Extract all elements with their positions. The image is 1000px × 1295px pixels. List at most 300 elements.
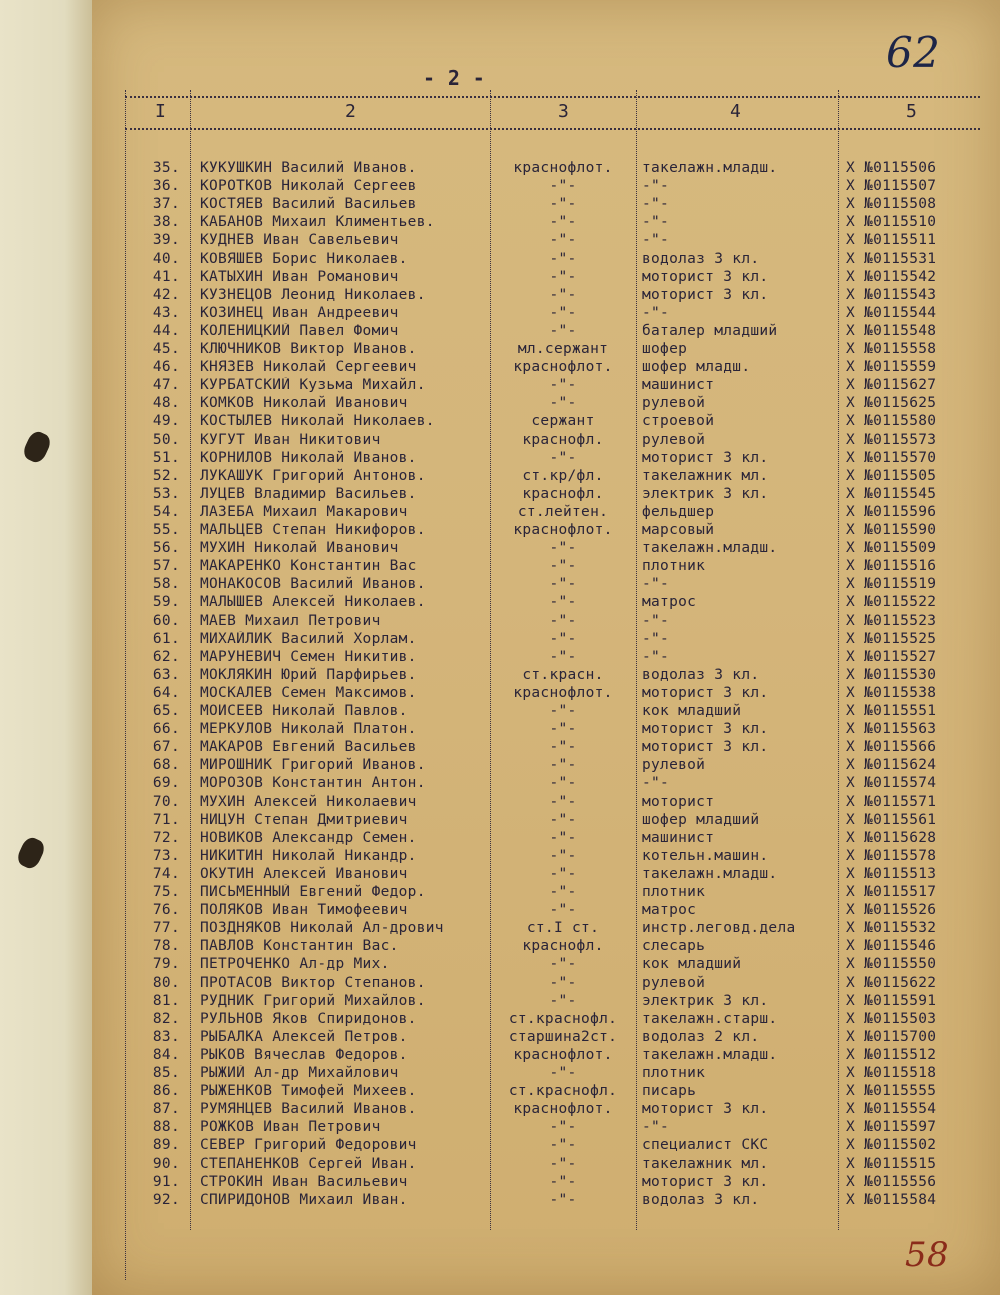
specialty: -"- [642,630,670,647]
row-number: 66. [152,721,180,738]
person-name: КЛЮЧНИКОВ Виктор Иванов. [200,341,417,357]
person-name: МАЕВ Михаил Петрович [200,612,381,629]
row-number: 78. [152,938,180,955]
military-rank: -"- [549,775,577,792]
table-row [0,160,1000,179]
person-name: РЫЖИЙ Ал-др Михайлович [200,1065,399,1081]
military-rank: -"- [549,540,577,557]
medal-number: X №0115580 [846,413,937,430]
row-number: 70. [152,793,180,810]
table-row [0,377,1000,396]
medal-number: X №0115627 [846,377,937,394]
medal-number: X №0115550 [846,956,937,973]
medal-number: X №0115522 [846,594,937,611]
row-number: 87. [152,1101,180,1118]
table-row [0,757,1000,776]
person-name: МОИСЕЕВ Николай Павлов. [200,703,408,719]
table-row [0,1065,1000,1084]
specialty: специалист СКС [642,1137,769,1154]
medal-number: X №0115628 [846,829,937,846]
medal-number: X №0115513 [846,865,937,882]
row-number: 73. [152,847,180,864]
row-number: 38. [152,214,180,231]
medal-number: X №0115531 [846,250,937,267]
person-name: ЛУЦЕВ Владимир Васильев. [200,485,417,502]
column-header-3: 3 [558,101,569,122]
specialty: кок младший [642,956,742,973]
military-rank: краснофлот. [513,160,613,176]
table-row [0,432,1000,451]
row-number: 37. [152,196,180,213]
medal-number: X №0115571 [846,793,937,810]
row-number: 51. [152,449,180,466]
specialty: фельдшер [642,503,715,520]
table-row [0,558,1000,577]
specialty: машинист [642,377,715,394]
specialty: котельн.машин. [642,847,769,864]
table-row [0,721,1000,740]
military-rank: краснофлот. [513,684,613,701]
person-name: МАЛЫШЕВ Алексей Николаев. [200,594,426,611]
row-number: 86. [152,1083,180,1100]
handwritten-folio-number: 62 [886,28,941,77]
military-rank: сержант [531,413,595,430]
person-name: МАЛЬЦЕВ Степан Никифоров. [200,522,426,538]
person-name: МАРУНЕВИЧ Семен Никитив. [200,648,417,665]
medal-number: X №0115530 [846,666,937,683]
person-name: НОВИКОВ Александр Семен. [200,829,417,846]
medal-number: X №0115545 [846,485,937,502]
military-rank: -"- [549,612,577,629]
header-bottom-line [125,128,980,130]
medal-number: X №0115519 [846,576,937,593]
person-name: РЫКОВ Вячеслав Федоров. [200,1046,408,1063]
person-name: МИХАЙЛИК Василий Хорлам. [200,630,417,647]
row-number: 69. [152,775,180,792]
table-row [0,468,1000,487]
specialty: рулевой [642,757,706,774]
medal-number: X №0115555 [846,1083,937,1100]
medal-number: X №0115554 [846,1101,937,1118]
table-row [0,1137,1000,1156]
table-row [0,1101,1000,1120]
military-rank: -"- [549,1173,577,1190]
person-name: РУЛЬНОВ Яков Спиридонов. [200,1010,417,1027]
person-name: ОКУТИН Алексей Иванович [200,865,408,882]
specialty: плотник [642,1065,706,1081]
person-name: МУХИН Николай Иванович [200,540,399,557]
column-header-5: 5 [906,101,917,122]
person-name: ПИСЬМЕННЫЙ Евгений Федор. [200,884,426,900]
specialty: водолаз 3 кл. [642,250,760,267]
row-number: 80. [152,974,180,991]
military-rank: -"- [549,377,577,394]
row-number: 77. [152,920,180,937]
specialty: водолаз 3 кл. [642,666,760,683]
table-row [0,938,1000,957]
person-name: КУКУШКИН Василий Иванов. [200,160,417,176]
specialty: кок младший [642,703,742,719]
military-rank: -"- [549,1137,577,1154]
specialty: рулевой [642,431,706,448]
military-rank: -"- [549,739,577,756]
row-number: 92. [152,1191,180,1208]
specialty: рулевой [642,974,706,991]
military-rank: -"- [549,902,577,919]
person-name: РОЖКОВ Иван Петрович [200,1119,381,1136]
row-number: 59. [152,594,180,611]
medal-number: X №0115578 [846,847,937,864]
person-name: ПРОТАСОВ Виктор Степанов. [200,974,426,991]
military-rank: -"- [549,304,577,321]
table-row [0,884,1000,903]
person-name: КУГУТ Иван Никитович [200,431,381,448]
person-name: КОЗИНЕЦ Иван Андреевич [200,304,399,321]
specialty: машинист [642,829,715,846]
person-name: КНЯЗЕВ Николай Сергеевич [200,359,417,376]
specialty: -"- [642,1119,670,1136]
table-row [0,178,1000,197]
person-name: МИРОШНИК Григорий Иванов. [200,757,426,774]
table-row [0,1156,1000,1175]
row-number: 62. [152,648,180,665]
person-name: КУДНЕВ Иван Савельевич [200,232,399,249]
medal-number: X №0115502 [846,1137,937,1154]
table-row [0,830,1000,849]
military-rank: ст.кр/фл. [522,467,604,484]
table-row [0,739,1000,758]
specialty: -"- [642,232,670,249]
military-rank: -"- [549,214,577,231]
military-rank: -"- [549,811,577,828]
person-name: КУЗНЕЦОВ Леонид Николаев. [200,286,426,303]
row-number: 43. [152,304,180,321]
military-rank: -"- [549,703,577,719]
specialty: водолаз 3 кл. [642,1191,760,1208]
row-number: 49. [152,413,180,430]
military-rank: -"- [549,974,577,991]
table-row [0,920,1000,939]
medal-number: X №0115559 [846,359,937,376]
row-number: 47. [152,377,180,394]
person-name: ПАВЛОВ Константин Вас. [200,938,399,955]
row-number: 41. [152,268,180,285]
table-row [0,667,1000,686]
specialty: -"- [642,304,670,321]
row-number: 65. [152,703,180,719]
row-number: 39. [152,232,180,249]
medal-number: X №0115508 [846,196,937,213]
table-row [0,794,1000,813]
row-number: 79. [152,956,180,973]
medal-number: X №0115525 [846,630,937,647]
military-rank: -"- [549,232,577,249]
table-row [0,522,1000,541]
medal-number: X №0115505 [846,467,937,484]
military-rank: -"- [549,286,577,303]
military-rank: -"- [549,395,577,412]
specialty: моторист 3 кл. [642,684,769,701]
row-number: 82. [152,1010,180,1027]
row-number: 54. [152,503,180,520]
table-row [0,975,1000,994]
military-rank: -"- [549,884,577,900]
table-row [0,576,1000,595]
row-number: 83. [152,1028,180,1045]
table-row [0,251,1000,270]
medal-number: X №0115516 [846,558,937,575]
person-name: МАКАРЕНКО Константин Вас [200,558,417,575]
military-rank: -"- [549,865,577,882]
table-row [0,323,1000,342]
row-number: 84. [152,1046,180,1063]
specialty: моторист 3 кл. [642,721,769,738]
medal-number: X №0115596 [846,503,937,520]
specialty: -"- [642,576,670,593]
table-row [0,305,1000,324]
specialty: такелажн.младш. [642,540,778,557]
table-row [0,1174,1000,1193]
military-rank: -"- [549,757,577,774]
medal-number: X №0115526 [846,902,937,919]
row-number: 58. [152,576,180,593]
row-number: 52. [152,467,180,484]
specialty: -"- [642,178,670,195]
military-rank: -"- [549,630,577,647]
table-row [0,359,1000,378]
military-rank: -"- [549,847,577,864]
person-name: СТРОКИН Иван Васильевич [200,1173,408,1190]
table-row [0,486,1000,505]
medal-number: X №0115591 [846,992,937,1009]
person-name: РЫЖЕНКОВ Тимофей Михеев. [200,1083,417,1100]
table-row [0,1083,1000,1102]
person-name: КОСТЯЕВ Василий Васильев [200,196,417,213]
military-rank: краснофлот. [513,522,613,538]
row-number: 45. [152,341,180,357]
medal-number: X №0115566 [846,739,937,756]
person-name: НИЦУН Степан Дмитриевич [200,811,408,828]
row-number: 89. [152,1137,180,1154]
specialty: шофер [642,341,688,357]
military-rank: ст.лейтен. [517,503,609,520]
medal-number: X №0115584 [846,1191,937,1208]
medal-number: X №0115544 [846,304,937,321]
medal-number: X №0115542 [846,268,937,285]
medal-number: X №0115506 [846,160,937,176]
medal-number: X №0115515 [846,1155,937,1172]
military-rank: -"- [549,322,577,339]
medal-number: X №0115570 [846,449,937,466]
medal-number: X №0115574 [846,775,937,792]
military-rank: -"- [549,956,577,973]
specialty: -"- [642,196,670,213]
specialty: марсовый [642,522,715,538]
military-rank: -"- [549,594,577,611]
military-rank: мл.сержант [517,341,609,357]
medal-number: X №0115573 [846,431,937,448]
medal-number: X №0115561 [846,811,937,828]
specialty: такелажник мл. [642,467,769,484]
specialty: инстр.леговд.дела [642,920,796,937]
table-row [0,287,1000,306]
row-number: 88. [152,1119,180,1136]
military-rank: краснофл. [522,431,604,448]
specialty: моторист 3 кл. [642,1173,769,1190]
person-name: СПИРИДОНОВ Михаил Иван. [200,1191,408,1208]
table-row [0,866,1000,885]
row-number: 57. [152,558,180,575]
specialty: плотник [642,558,706,575]
person-name: ПЕТРОЧЕНКО Ал-др Мих. [200,956,390,973]
specialty: матрос [642,902,697,919]
header-top-line [125,96,980,98]
table-row [0,613,1000,632]
table-row [0,775,1000,794]
medal-number: X №0115622 [846,974,937,991]
row-number: 50. [152,431,180,448]
medal-number: X №0115563 [846,721,937,738]
person-name: КОРНИЛОВ Николай Иванов. [200,449,417,466]
table-row [0,703,1000,722]
table-row [0,848,1000,867]
medal-number: X №0115625 [846,395,937,412]
row-number: 42. [152,286,180,303]
person-name: КОРОТКОВ Николай Сергеев [200,178,417,195]
specialty: шофер младший [642,811,760,828]
person-name: МОСКАЛЕВ Семен Максимов. [200,684,417,701]
military-rank: ст.красн. [522,666,604,683]
military-rank: -"- [549,1155,577,1172]
medal-number: X №0115507 [846,178,937,195]
medal-number: X №0115527 [846,648,937,665]
person-name: КОСТЫЛЕВ Николай Николаев. [200,413,435,430]
table-row [0,196,1000,215]
person-name: МАКАРОВ Евгений Васильев [200,739,417,756]
military-rank: старшина2ст. [508,1028,618,1045]
specialty: такелажн.младш. [642,160,778,176]
row-number: 85. [152,1065,180,1081]
row-number: 81. [152,992,180,1009]
person-name: ПОЗДНЯКОВ Николай Ал-дрович [200,920,444,937]
row-number: 53. [152,485,180,502]
specialty: моторист 3 кл. [642,739,769,756]
table-row [0,1047,1000,1066]
specialty: -"- [642,648,670,665]
table-row [0,812,1000,831]
specialty: такелажн.старш. [642,1010,778,1027]
person-name: КОВЯШЕВ Борис Николаев. [200,250,408,267]
medal-number: X №0115510 [846,214,937,231]
row-number: 91. [152,1173,180,1190]
row-number: 90. [152,1155,180,1172]
military-rank: -"- [549,449,577,466]
medal-number: X №0115700 [846,1028,937,1045]
military-rank: -"- [549,721,577,738]
specialty: -"- [642,214,670,231]
row-number: 68. [152,757,180,774]
military-rank: краснофлот. [513,359,613,376]
table-row [0,685,1000,704]
person-name: ЛУКАШУК Григорий Антонов. [200,467,426,484]
medal-number: X №0115597 [846,1119,937,1136]
military-rank: -"- [549,992,577,1009]
medal-number: X №0115590 [846,522,937,538]
specialty: шофер младш. [642,359,751,376]
person-name: МОКЛЯКИН Юрий Парфирьев. [200,666,417,683]
specialty: плотник [642,884,706,900]
row-number: 67. [152,739,180,756]
row-number: 61. [152,630,180,647]
person-name: КАБАНОВ Михаил Климентьев. [200,214,435,231]
military-rank: ст.краснофл. [508,1083,618,1100]
military-rank: -"- [549,829,577,846]
medal-number: X №0115548 [846,322,937,339]
table-row [0,450,1000,469]
military-rank: -"- [549,1119,577,1136]
specialty: -"- [642,612,670,629]
table-row [0,504,1000,523]
column-header-2: 2 [345,101,356,122]
medal-number: X №0115511 [846,232,937,249]
medal-number: X №0115556 [846,1173,937,1190]
military-rank: ст.I ст. [526,920,600,937]
row-number: 60. [152,612,180,629]
military-rank: краснофл. [522,485,604,502]
row-number: 74. [152,865,180,882]
table-row [0,214,1000,233]
person-name: РУДНИК Григорий Михайлов. [200,992,426,1009]
table-row [0,1192,1000,1211]
row-number: 36. [152,178,180,195]
specialty: матрос [642,594,697,611]
military-rank: -"- [549,576,577,593]
medal-number: X №0115512 [846,1046,937,1063]
specialty: водолаз 2 кл. [642,1028,760,1045]
table-row [0,1011,1000,1030]
row-number: 64. [152,684,180,701]
row-number: 72. [152,829,180,846]
table-row [0,540,1000,559]
specialty: -"- [642,775,670,792]
column-header-1: I [155,101,166,122]
military-rank: -"- [549,268,577,285]
medal-number: X №0115558 [846,341,937,357]
military-rank: краснофлот. [513,1101,613,1118]
military-rank: -"- [549,1191,577,1208]
person-name: КОЛЕНИЦКИЙ Павел Фомич [200,322,399,339]
specialty: баталер младший [642,322,778,339]
person-name: МОНАКОСОВ Василий Иванов. [200,576,426,593]
page-number: - 2 - [423,66,486,90]
medal-number: X №0115518 [846,1065,937,1081]
military-rank: -"- [549,648,577,665]
military-rank: краснофлот. [513,1046,613,1063]
person-name: МОРОЗОВ Константин Антон. [200,775,426,792]
specialty: моторист 3 кл. [642,268,769,285]
table-row [0,956,1000,975]
specialty: строевой [642,413,715,430]
table-row [0,395,1000,414]
row-number: 63. [152,666,180,683]
specialty: рулевой [642,395,706,412]
row-number: 40. [152,250,180,267]
row-number: 55. [152,522,180,538]
specialty: такелажн.младш. [642,865,778,882]
person-name: МЕРКУЛОВ Николай Платон. [200,721,417,738]
person-name: СЕВЕР Григорий Федорович [200,1137,417,1154]
row-number: 71. [152,811,180,828]
